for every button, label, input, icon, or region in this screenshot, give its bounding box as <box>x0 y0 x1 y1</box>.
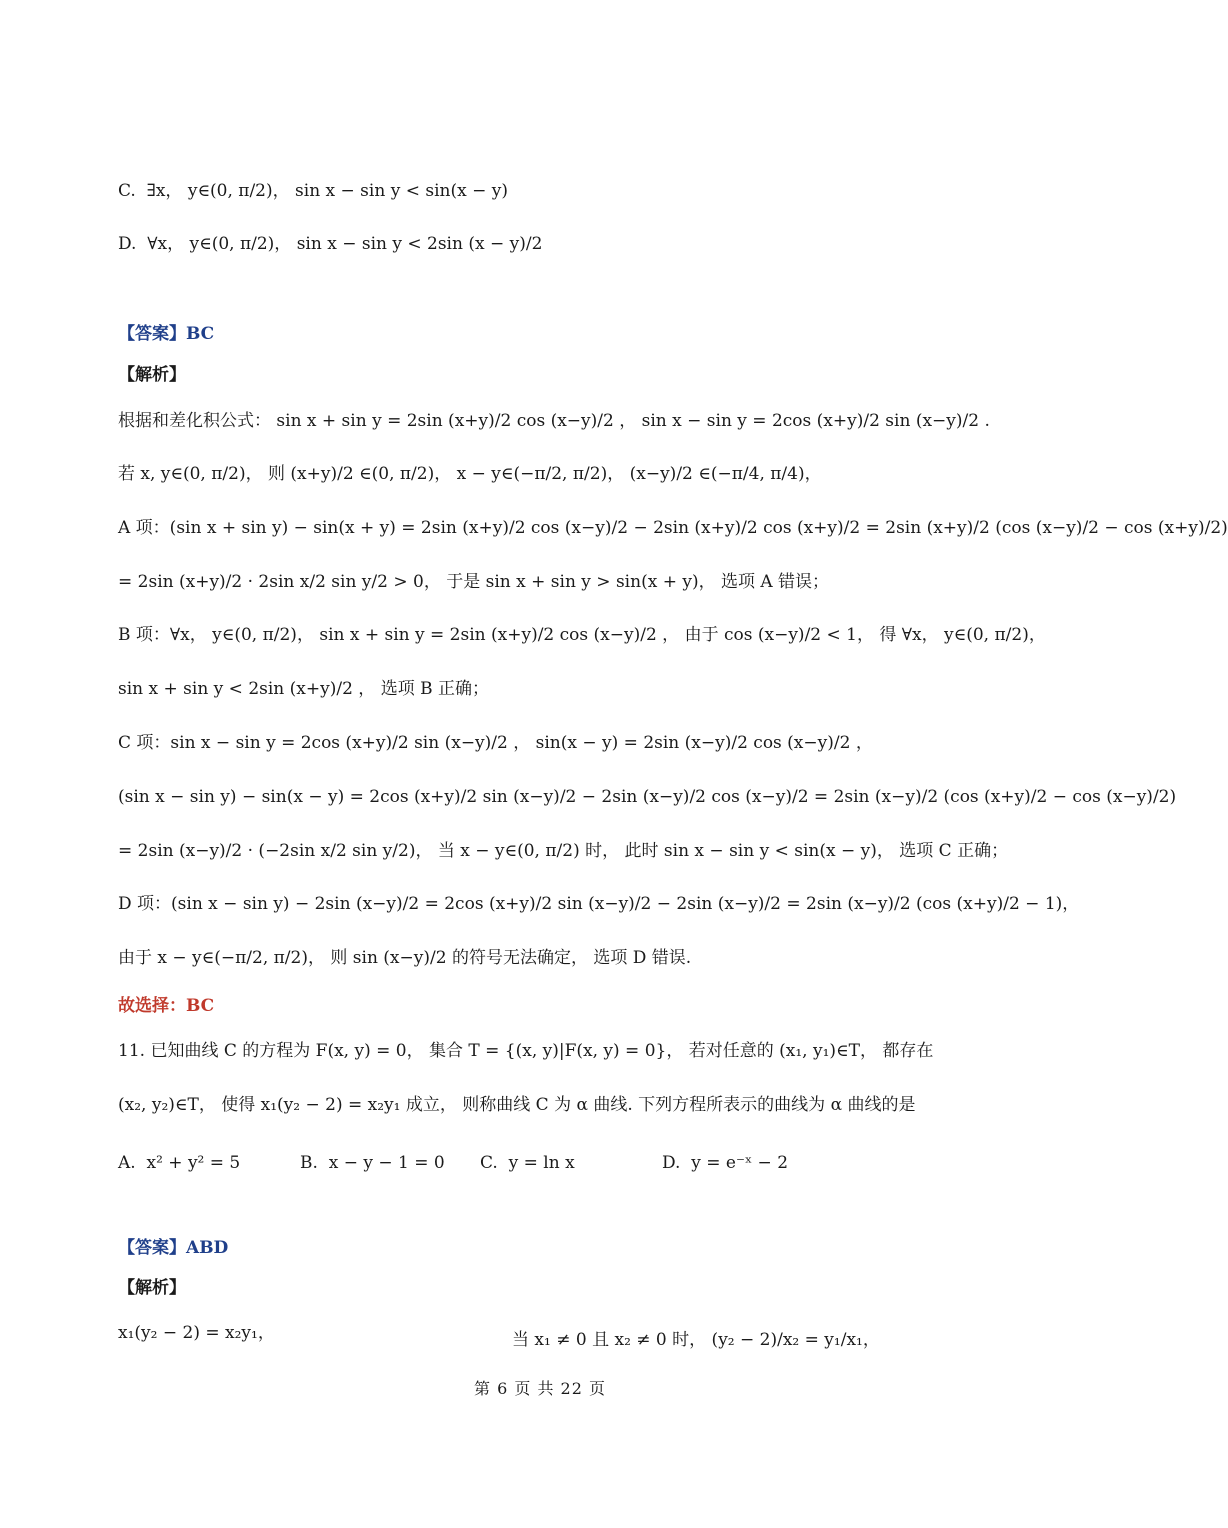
analysis-line-7: C 项：sin x − sin y = 2cos (x+y)/2 sin (x−y)/2 ， sin(x − y) = 2sin (x−y)/2 cos (x−y)/2 ， <box>118 733 873 753</box>
q11-option-d: D. y = e⁻ˣ − 2 <box>662 1153 789 1173</box>
analysis-line-6: sin x + sin y < 2sin (x+y)/2 ， 选项 B 正确； <box>118 679 490 699</box>
q11-answer-heading: 【答案】ABD <box>118 1238 229 1258</box>
analysis-line-9: = 2sin (x−y)/2 · (−2sin x/2 sin y/2)， 当 x − y∈(0, π/2) 时， 此时 sin x − sin y < sin(x − y)， 选项 C 正确； <box>118 841 1009 861</box>
q11-analysis-left: x₁(y₂ − 2) = x₂y₁， <box>118 1323 275 1343</box>
q11-option-a: A. x² + y² = 5 <box>118 1153 241 1173</box>
answer-heading: 【答案】BC <box>118 324 215 344</box>
analysis-line-11: 由于 x − y∈(−π/2, π/2)， 则 sin (x−y)/2 的符号无法确定， 选项 D 错误. <box>118 948 692 968</box>
analysis-line-5: B 项：∀x， y∈(0, π/2)， sin x + sin y = 2sin (x+y)/2 cos (x−y)/2 ， 由于 cos (x−y)/2 < 1， 得 ∀x， y∈(0, π/2)， <box>118 625 1046 645</box>
q11-analysis-right: 当 x₁ ≠ 0 且 x₂ ≠ 0 时， (y₂ − 2)/x₂ = y₁/x₁， <box>512 1330 880 1350</box>
q11-option-c: C. y = ln x <box>480 1153 575 1173</box>
q11-option-b: B. x − y − 1 = 0 <box>300 1153 445 1173</box>
analysis-line-10: D 项：(sin x − sin y) − 2sin (x−y)/2 = 2cos (x+y)/2 sin (x−y)/2 − 2sin (x−y)/2 = 2sin (x−y)/2 (cos (x+y)/2 − 1)， <box>118 894 1080 914</box>
analysis-heading: 【解析】 <box>118 365 186 385</box>
analysis-line-4: = 2sin (x+y)/2 · 2sin x/2 sin y/2 > 0， 于是 sin x + sin y > sin(x + y)， 选项 A 错误； <box>118 572 830 592</box>
page-footer: 第 6 页 共 22 页 <box>474 1379 606 1398</box>
question-11-stem-2: (x₂, y₂)∈T， 使得 x₁(y₂ − 2) = x₂y₁ 成立， 则称曲线 C 为 α 曲线. 下列方程所表示的曲线为 α 曲线的是 <box>118 1095 916 1115</box>
analysis-line-2: 若 x, y∈(0, π/2)， 则 (x+y)/2 ∈(0, π/2)， x − y∈(−π/2, π/2)， (x−y)/2 ∈(−π/4, π/4)， <box>118 464 822 484</box>
option-d-line: D. ∀x， y∈(0, π/2)， sin x − sin y < 2sin (x − y)/2 <box>118 234 543 254</box>
q11-analysis-heading: 【解析】 <box>118 1278 186 1298</box>
analysis-line-8: (sin x − sin y) − sin(x − y) = 2cos (x+y)/2 sin (x−y)/2 − 2sin (x−y)/2 cos (x−y)/2 = 2sin (x−y)/2 (cos (x+y)/2 − cos (x−y)/2) <box>118 787 1177 807</box>
analysis-line-1: 根据和差化积公式： sin x + sin y = 2sin (x+y)/2 cos (x−y)/2 ， sin x − sin y = 2cos (x+y)/2 sin (x−y)/2 . <box>118 411 990 431</box>
conclusion: 故选择：BC <box>118 996 215 1016</box>
analysis-line-3: A 项：(sin x + sin y) − sin(x + y) = 2sin (x+y)/2 cos (x−y)/2 − 2sin (x+y)/2 cos (x+y)/2 = 2sin (x+y)/2 (cos (x−y)/2 − cos (x+y)/2) <box>118 518 1228 538</box>
option-c-line: C. ∃x， y∈(0, π/2)， sin x − sin y < sin(x − y) <box>118 181 508 201</box>
question-11-stem-1: 11. 已知曲线 C 的方程为 F(x, y) = 0， 集合 T = {(x, y)|F(x, y) = 0}， 若对任意的 (x₁, y₁)∈T， 都存在 <box>118 1041 934 1061</box>
